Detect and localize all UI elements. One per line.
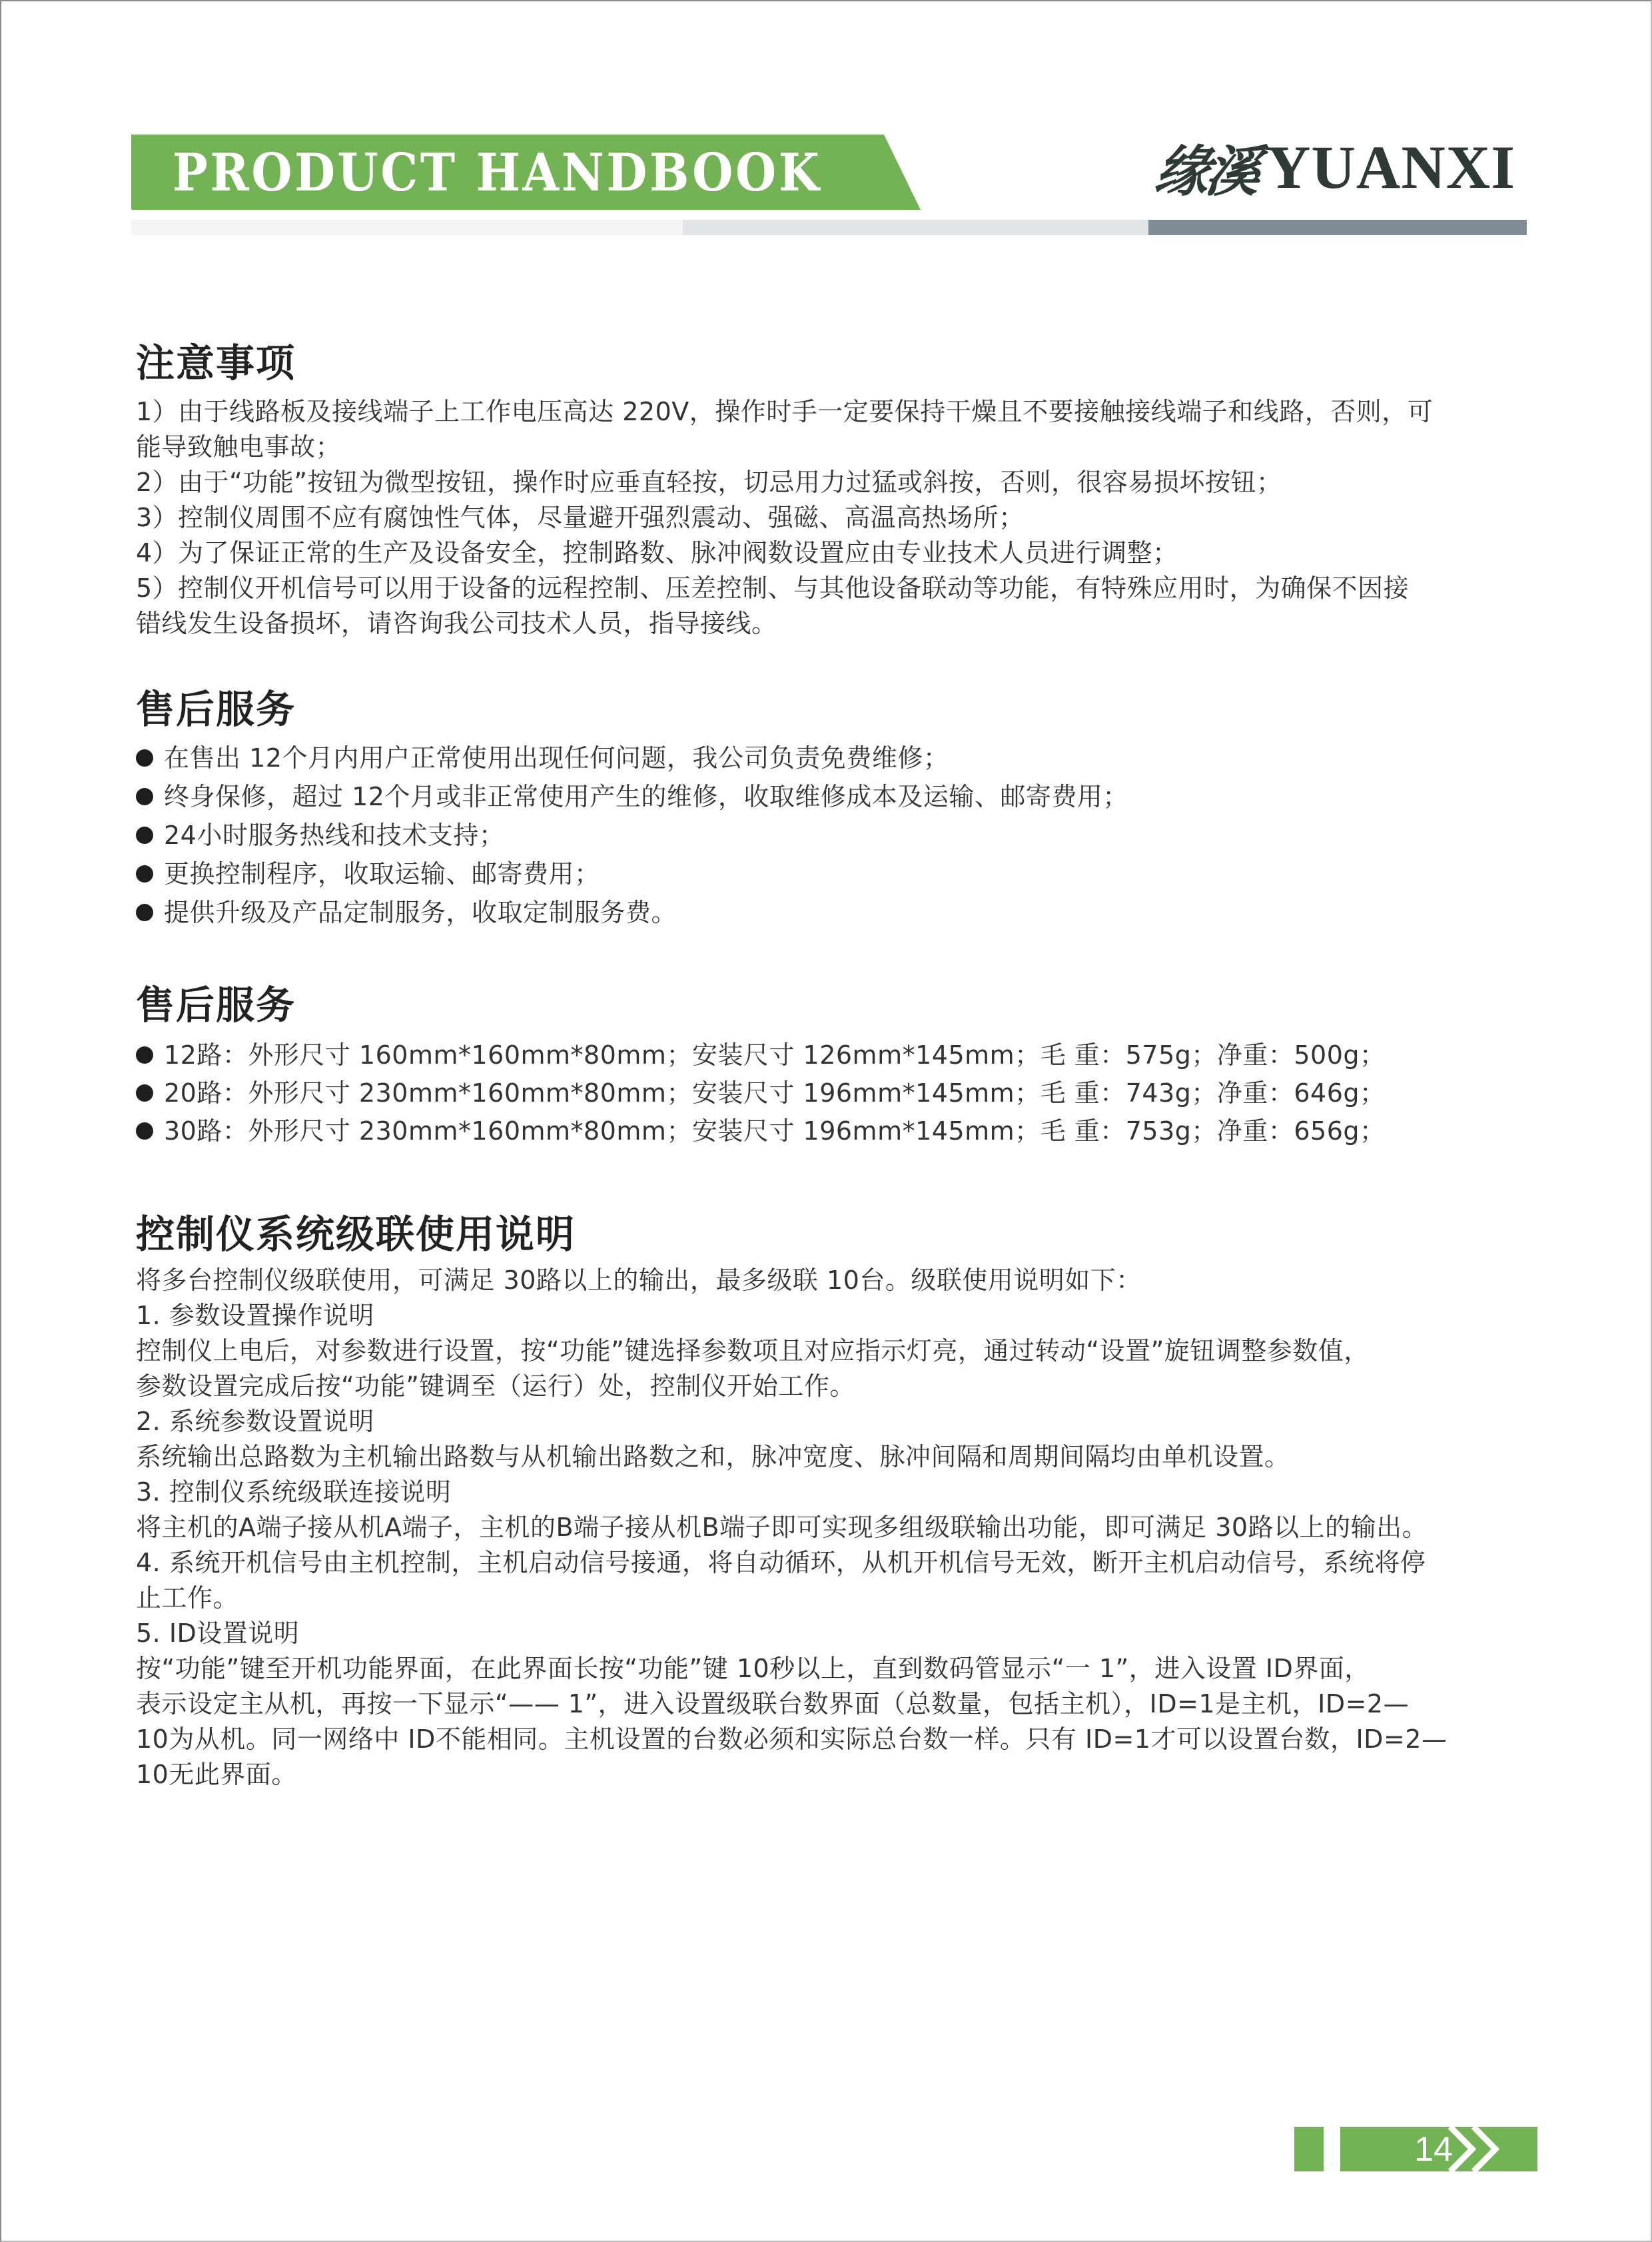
- cascade-line: 3. 控制仪系统级联连接说明: [136, 1477, 452, 1507]
- precaution-line: 5）控制仪开机信号可以用于设备的远程控制、压差控制、与其他设备联动等功能，有特殊应用时，为确保不因接: [136, 573, 1410, 603]
- header-banner: [131, 135, 921, 210]
- precaution-line: 错线发生设备损坏，请咨询我公司技术人员，指导接线。: [136, 609, 777, 638]
- bullet-icon: [136, 1122, 153, 1140]
- after-sales-item: [136, 857, 600, 891]
- spec-item: [136, 1114, 1386, 1148]
- header-stripe-light: [131, 220, 683, 235]
- spec-item-text: 20路：外形尺寸 230mm*160mm*80mm；安装尺寸 196mm*145mm；毛 重：743g；净重：646g；: [164, 1078, 1386, 1108]
- page-number: 14: [1414, 2130, 1453, 2169]
- after-sales-item-text: 在售出 12个月内用户正常使用出现任何问题，我公司负责免费维修；: [164, 743, 949, 773]
- cascade-line: 将多台控制仪级联使用，可满足 30路以上的输出，最多级联 10台。级联使用说明如下：: [136, 1266, 1142, 1295]
- cascade-line: 1. 参数设置操作说明: [136, 1301, 374, 1330]
- cascade-line: 4. 系统开机信号由主机控制，主机启动信号接通，将自动循环，从机开机信号无效，断开主机启动信号，系统将停: [136, 1548, 1426, 1577]
- bullet-icon: [136, 827, 153, 844]
- page-marker-block: [1294, 2127, 1324, 2171]
- after-sales-item-text: 24小时服务热线和技术支持；: [164, 821, 505, 850]
- spec-item: [136, 1076, 1386, 1110]
- header-stripe-dark: [1148, 220, 1527, 235]
- cascade-line: 按“功能”键至开机功能界面，在此界面长按“功能”键 10秒以上，直到数码管显示“一 1”，进入设置 ID界面，: [136, 1654, 1370, 1683]
- precaution-line: 1）由于线路板及接线端子上工作电压高达 220V，操作时手一定要保持干燥且不要接触接线端子和线路，否则，可: [136, 397, 1434, 426]
- after-sales-item-text: 终身保修，超过 12个月或非正常使用产生的维修，收取维修成本及运输、邮寄费用；: [164, 782, 1128, 811]
- spec-item-text: 12路：外形尺寸 160mm*160mm*80mm；安装尺寸 126mm*145mm；毛 重：575g；净重：500g；: [164, 1040, 1386, 1070]
- cascade-line: 控制仪上电后，对参数进行设置，按“功能”键选择参数项且对应指示灯亮，通过转动“设置”旋钮调整参数值，: [136, 1336, 1370, 1365]
- spec-item-text: 30路：外形尺寸 230mm*160mm*80mm；安装尺寸 196mm*145mm；毛 重：753g；净重：656g；: [164, 1116, 1386, 1146]
- bullet-icon: [136, 1046, 153, 1064]
- page-number-bar: [1340, 2127, 1537, 2171]
- bullet-icon: [136, 1084, 153, 1102]
- bullet-icon: [136, 788, 153, 805]
- after-sales-item: [136, 779, 1128, 814]
- cascade-line: 表示设定主从机，再按一下显示“—— 1”，进入设置级联台数界面（总数量，包括主机），ID=1是主机，ID=2—: [136, 1689, 1410, 1718]
- logo-chinese: 缘溪: [1150, 139, 1261, 204]
- precaution-line: 4）为了保证正常的生产及设备安全，控制路数、脉冲阀数设置应由专业技术人员进行调整；: [136, 538, 1178, 567]
- bullet-icon: [136, 749, 153, 767]
- header-stripe-mid: [683, 220, 1148, 235]
- precaution-line: 3）控制仪周围不应有腐蚀性气体，尽量避开强烈震动、强磁、高温高热场所；: [136, 503, 1025, 532]
- cascade-line: 系统输出总路数为主机输出路数与从机输出路数之和，脉冲宽度、脉冲间隔和周期间隔均由单机设置。: [136, 1442, 1290, 1471]
- section-title-cascade: 控制仪系统级联使用说明: [136, 1212, 576, 1257]
- bullet-icon: [136, 904, 153, 921]
- cascade-line: 5. ID设置说明: [136, 1619, 300, 1648]
- cascade-line: 参数设置完成后按“功能”键调至（运行）处，控制仪开始工作。: [136, 1371, 855, 1401]
- bullet-icon: [136, 865, 153, 883]
- after-sales-item: [136, 741, 949, 775]
- cascade-line: 将主机的A端子接从机A端子，主机的B端子接从机B端子即可实现多组级联输出功能，即可满足 30路以上的输出。: [136, 1513, 1428, 1542]
- cascade-line: 10无此界面。: [136, 1760, 297, 1789]
- section-title-after-sales: 售后服务: [136, 687, 296, 732]
- spec-item: [136, 1038, 1386, 1072]
- precaution-line: 能导致触电事故；: [136, 432, 342, 462]
- cascade-line: 止工作。: [136, 1583, 239, 1613]
- after-sales-item-text: 提供升级及产品定制服务，收取定制服务费。: [164, 898, 677, 927]
- after-sales-item: [136, 895, 677, 930]
- precaution-line: 2）由于“功能”按钮为微型按钮，操作时应垂直轻按，切忌用力过猛或斜按，否则，很容易损坏按钮；: [136, 468, 1282, 497]
- banner-title: PRODUCT HANDBOOK: [173, 143, 822, 203]
- section-title-specs: 售后服务: [136, 982, 296, 1028]
- logo-english: YUANXI: [1266, 133, 1515, 201]
- after-sales-item: [136, 818, 504, 853]
- cascade-line: 10为从机。同一网络中 ID不能相同。主机设置的台数必须和实际总台数一样。只有 ID=1才可以设置台数，ID=2—: [136, 1724, 1447, 1754]
- brand-logo: [1150, 131, 1515, 204]
- section-title-precautions: 注意事项: [136, 340, 296, 386]
- cascade-line: 2. 系统参数设置说明: [136, 1407, 374, 1436]
- after-sales-item-text: 更换控制程序，收取运输、邮寄费用；: [164, 859, 600, 889]
